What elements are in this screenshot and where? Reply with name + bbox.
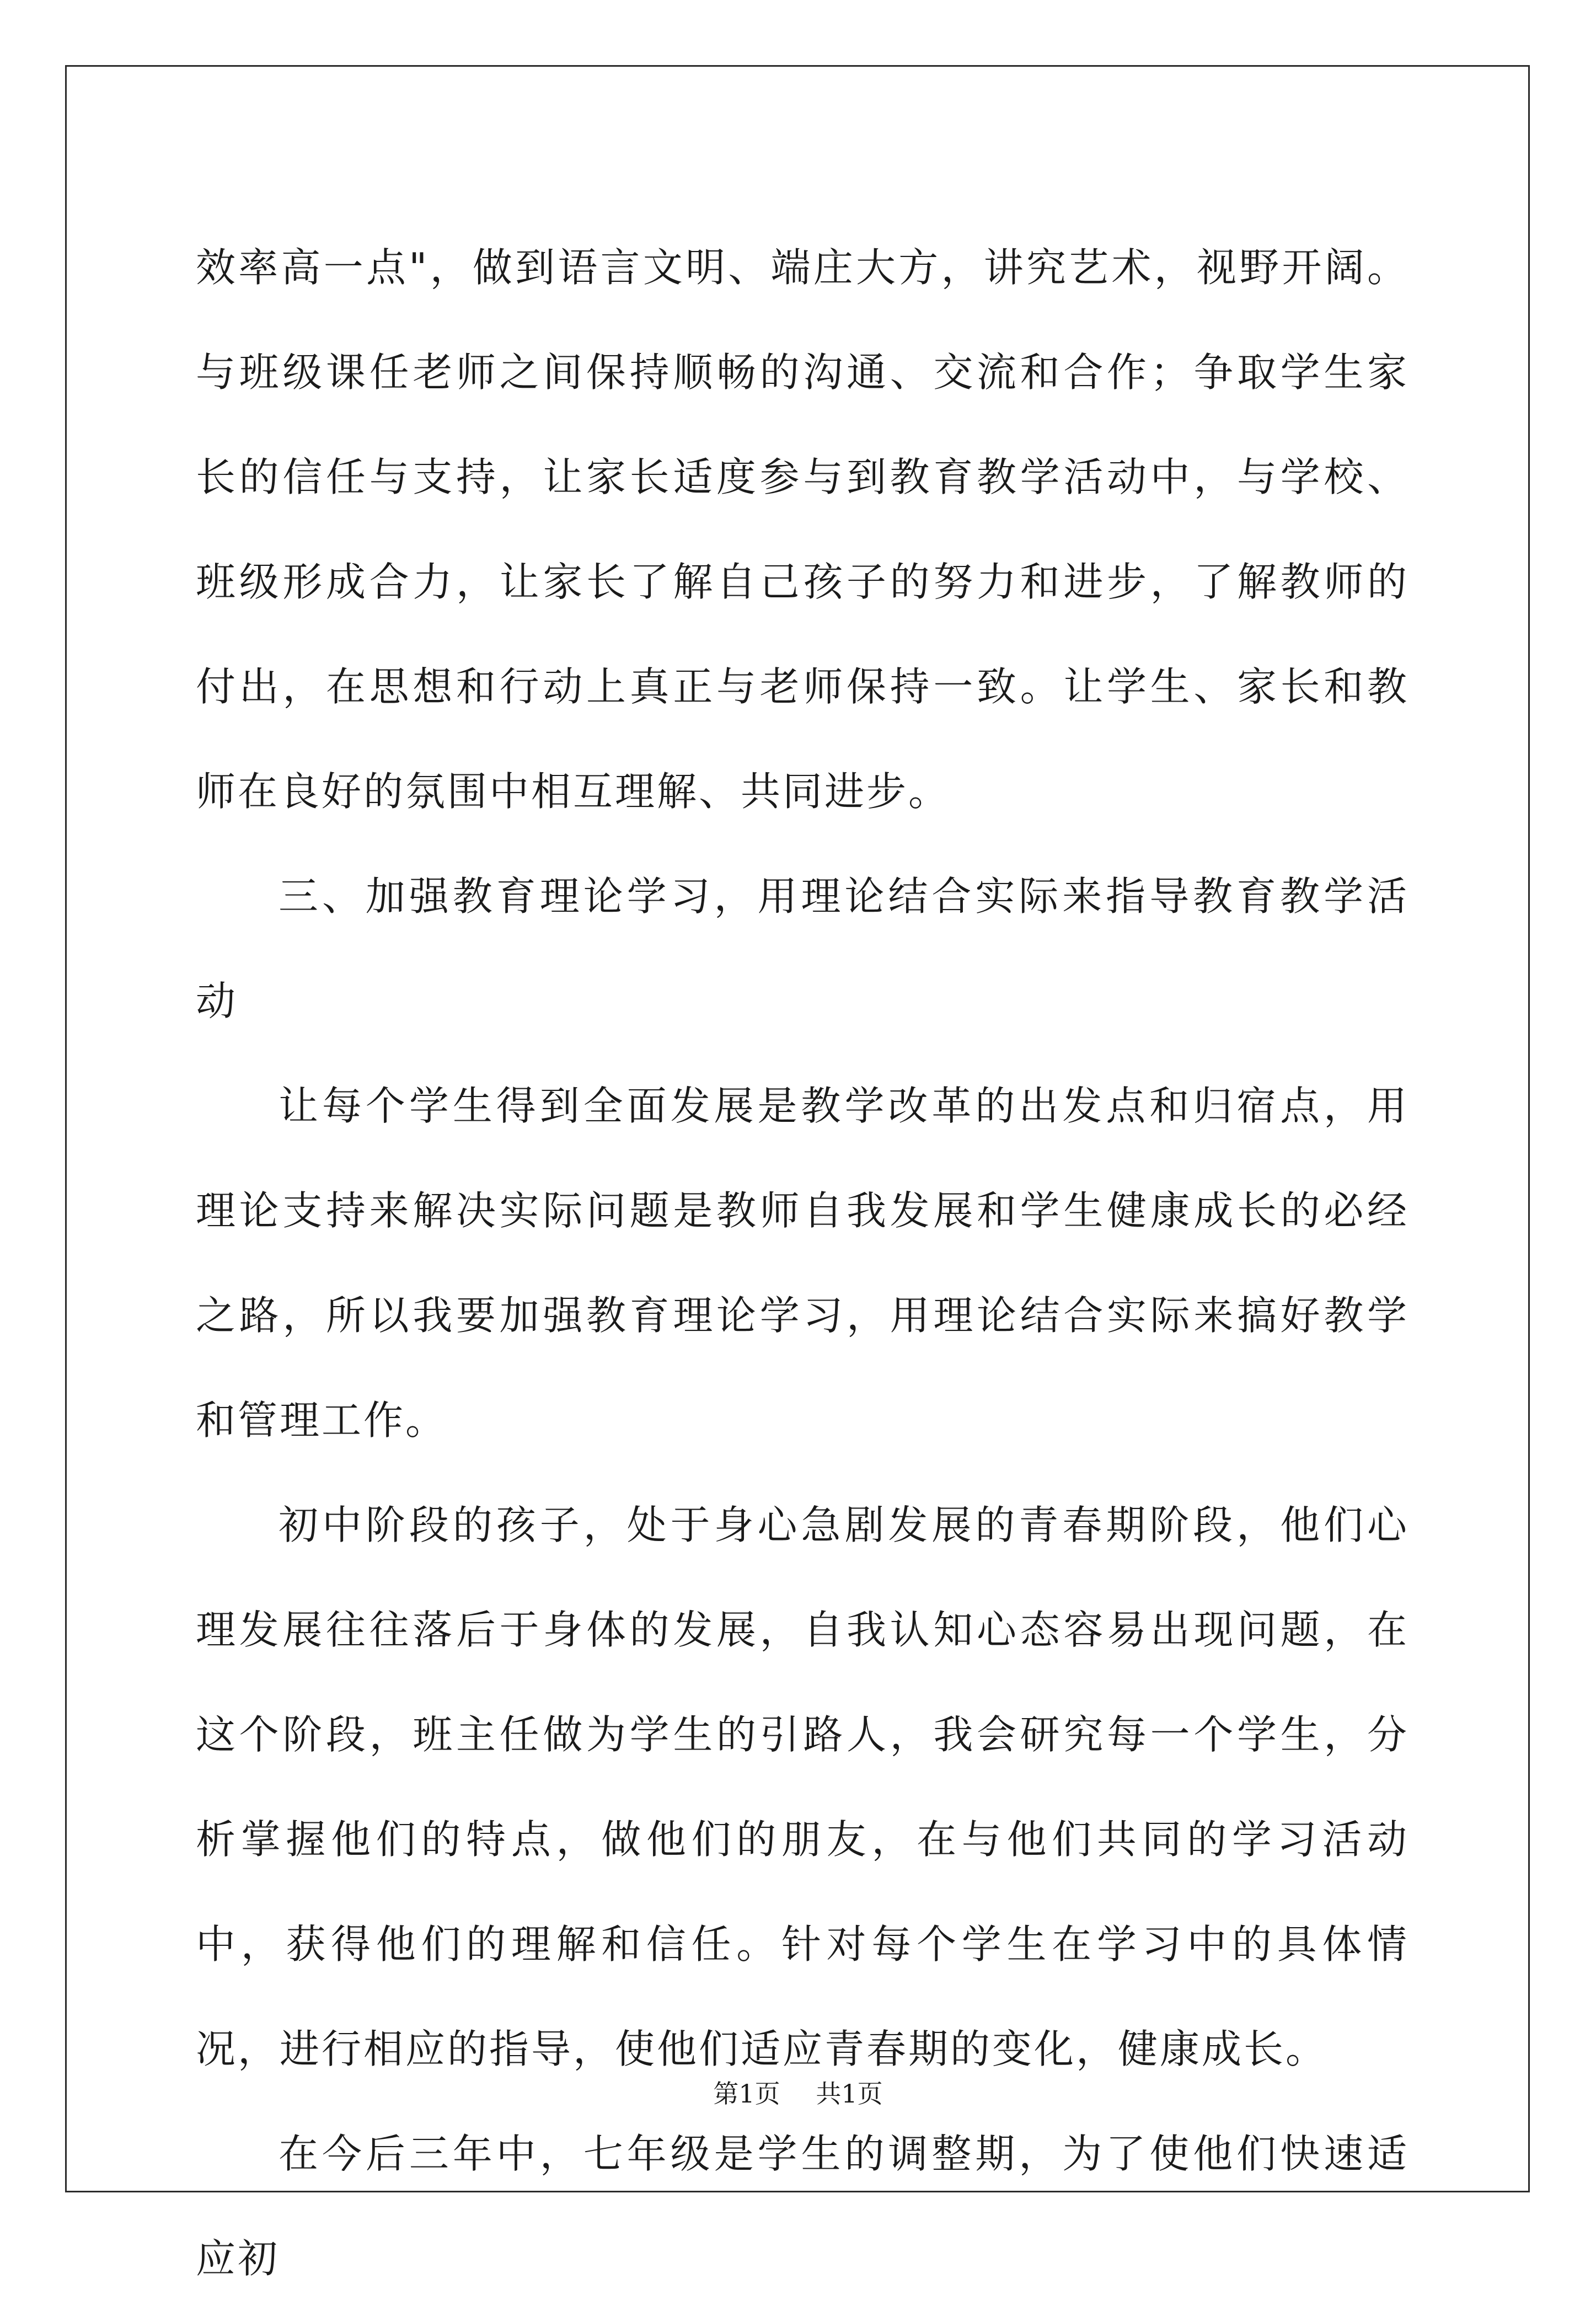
page-number: 第1页 xyxy=(713,2079,780,2109)
paragraph-3: 让每个学生得到全面发展是教学改革的出发点和归宿点，用理论支持来解决实际问题是教师自我发展和学生健康成长的必经之路，所以我要加强教育理论学习，用理论结合实际来搞好教学和管理工作。 xyxy=(196,1083,1409,1443)
document-body xyxy=(196,215,1409,2311)
paragraph-5: 在今后三年中，七年级是学生的调整期，为了使他们快速适应初 xyxy=(196,2131,1409,2282)
paragraph-4: 初中阶段的孩子，处于身心急剧发展的青春期阶段，他们心理发展往往落后于身体的发展，自我认知心态容易出现问题，在这个阶段，班主任做为学生的引路人，我会研究每一个学生，分析掌握他们的特点，做他们的朋友，在与他们共同的学习活动中，获得他们的理解和信任。针对每个学生在学习中的具体情况，进行相应的指导，使他们适应青春期的变化，健康成长。 xyxy=(196,1502,1409,2072)
page-total: 共1页 xyxy=(816,2079,883,2109)
paragraph-2-heading: 三、加强教育理论学习，用理论结合实际来指导教育教学活动 xyxy=(196,873,1409,1024)
page-footer xyxy=(0,2074,1596,2110)
paragraph-1: 效率高一点"，做到语言文明、端庄大方，讲究艺术，视野开阔。与班级课任老师之间保持顺畅的沟通、交流和合作；争取学生家长的信任与支持，让家长适度参与到教育教学活动中，与学校、班级形成合力，让家长了解自己孩子的努力和进步，了解教师的付出，在思想和行动上真正与老师保持一致。让学生、家长和教师在良好的氛围中相互理解、共同进步。 xyxy=(196,244,1409,815)
